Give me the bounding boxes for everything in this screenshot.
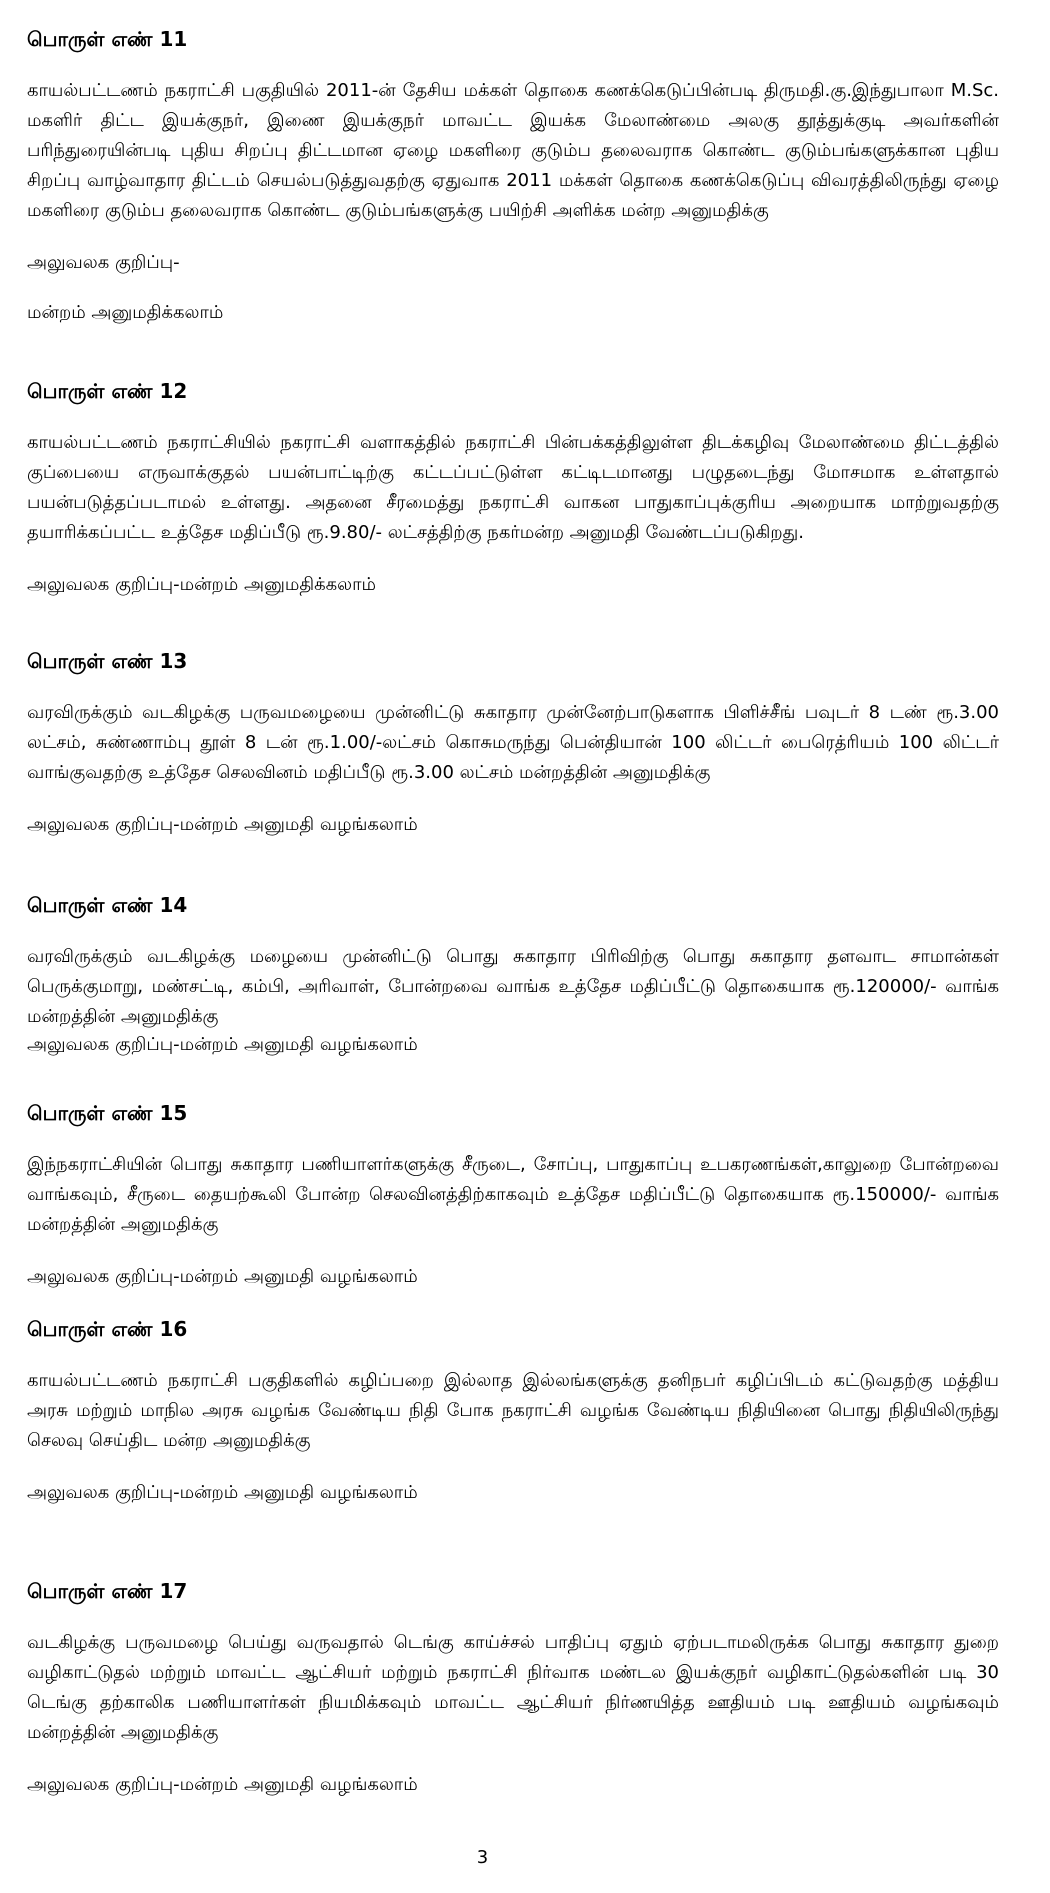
item-heading: பொருள் எண் 16 <box>27 1317 188 1341</box>
item-heading: பொருள் எண் 14 <box>27 893 188 917</box>
item-body: இந்நகராட்சியின் பொது சுகாதார பணியாளர்களுக்கு சீருடை, சோப்பு, பாதுகாப்பு உபகரணங்கள்,காலுறை போன்றவை வாங்கவும், சீருடை தையற்கூலி போன்ற செலவினத்திற்காகவும் உத்தேச மதிப்பீட்டு தொகையாக ரூ.150000/- வாங்க மன்றத்தின் அனுமதிக்கு <box>27 1154 999 1235</box>
agenda-item-17 <box>27 1578 999 1798</box>
agenda-item-13 <box>27 648 999 838</box>
agenda-item-15 <box>27 1100 999 1290</box>
office-note: அலுவலக குறிப்பு-மன்றம் அனுமதி வழங்கலாம் <box>27 814 418 835</box>
agenda-item-16 <box>27 1316 999 1506</box>
office-note-decision: மன்றம் அனுமதிக்கலாம் <box>27 302 224 323</box>
agenda-item-14 <box>27 892 999 1058</box>
agenda-item-11 <box>27 26 999 326</box>
item-body: வடகிழக்கு பருவமழை பெய்து வருவதால் டெங்கு காய்ச்சல் பாதிப்பு ஏதும் ஏற்படாமலிருக்க பொது சுகாதார துறை வழிகாட்டுதல் மற்றும் மாவட்ட ஆட்சியர் மற்றும் நகராட்சி நிர்வாக மண்டல இயக்குநர் வழிகாட்டுதல்களின் படி 30 டெங்கு தற்காலிக பணியாளர்கள் நியமிக்கவும் மாவட்ட ஆட்சியர் நிர்ணயித்த ஊதியம் படி ஊதியம் வழங்கவும் மன்றத்தின் அனுமதிக்கு <box>27 1632 999 1743</box>
page-number: 3 <box>476 1847 489 1868</box>
item-body: காயல்பட்டணம் நகராட்சியில் நகராட்சி வளாகத்தில் நகராட்சி பின்பக்கத்திலுள்ள திடக்கழிவு மேலாண்மை திட்டத்தில் குப்பையை எருவாக்குதல் பயன்பாட்டிற்கு கட்டப்பட்டுள்ள கட்டிடமானது பழுதடைந்து மோசமாக உள்ளதால் பயன்படுத்தப்படாமல் உள்ளது. அதனை சீரமைத்து நகராட்சி வாகன பாதுகாப்புக்குரிய அறையாக மாற்றுவதற்கு தயாரிக்கப்பட்ட உத்தேச மதிப்பீடு ரூ.9.80/- லட்சத்திற்கு நகர்மன்ற அனுமதி வேண்டப்படுகிறது. <box>27 432 999 543</box>
item-heading: பொருள் எண் 15 <box>27 1101 188 1125</box>
office-note: அலுவலக குறிப்பு-மன்றம் அனுமதி வழங்கலாம் <box>27 1266 418 1287</box>
item-body: காயல்பட்டணம் நகராட்சி பகுதிகளில் கழிப்பறை இல்லாத இல்லங்களுக்கு தனிநபர் கழிப்பிடம் கட்டுவதற்கு மத்திய அரசு மற்றும் மாநில அரசு வழங்க வேண்டிய நிதி போக நகராட்சி வழங்க வேண்டிய நிதியினை பொது நிதியிலிருந்து செலவு செய்திட மன்ற அனுமதிக்கு <box>27 1370 999 1451</box>
item-body: காயல்பட்டணம் நகராட்சி பகுதியில் 2011-ன் தேசிய மக்கள் தொகை கணக்கெடுப்பின்படி திருமதி.கு.இந்துபாலா M.Sc. மகளிர் திட்ட இயக்குநர், இணை இயக்குநர் மாவட்ட இயக்க மேலாண்மை அலகு தூத்துக்குடி அவர்களின் பரிந்துரையின்படி புதிய சிறப்பு திட்டமான ஏழை மகளிரை குடும்ப தலைவராக கொண்ட குடும்பங்களுக்கான புதிய சிறப்பு வாழ்வாதார திட்டம் செயல்படுத்துவதற்கு ஏதுவாக 2011 மக்கள் தொகை கணக்கெடுப்பு விவரத்திலிருந்து ஏழை மகளிரை குடும்ப தலைவராக கொண்ட குடும்பங்களுக்கு பயிற்சி அளிக்க மன்ற அனுமதிக்கு <box>27 80 999 221</box>
item-body: வரவிருக்கும் வடகிழக்கு மழையை முன்னிட்டு பொது சுகாதார பிரிவிற்கு பொது சுகாதார தளவாட சாமான்கள் பெருக்குமாறு, மண்சட்டி, கம்பி, அரிவாள், போன்றவை வாங்க உத்தேச மதிப்பீட்டு தொகையாக ரூ.120000/- வாங்க மன்றத்தின் அனுமதிக்கு <box>27 946 1000 1027</box>
office-note: அலுவலக குறிப்பு-மன்றம் அனுமதிக்கலாம் <box>27 574 376 595</box>
item-heading: பொருள் எண் 13 <box>27 649 188 673</box>
item-heading: பொருள் எண் 17 <box>27 1579 188 1603</box>
office-note: அலுவலக குறிப்பு-மன்றம் அனுமதி வழங்கலாம் <box>27 1774 418 1795</box>
office-note: அலுவலக குறிப்பு- <box>27 252 180 273</box>
office-note: அலுவலக குறிப்பு-மன்றம் அனுமதி வழங்கலாம் <box>27 1034 418 1055</box>
agenda-item-12 <box>27 378 999 598</box>
item-heading: பொருள் எண் 11 <box>27 27 188 51</box>
item-heading: பொருள் எண் 12 <box>27 379 188 403</box>
office-note: அலுவலக குறிப்பு-மன்றம் அனுமதி வழங்கலாம் <box>27 1482 418 1503</box>
item-body: வரவிருக்கும் வடகிழக்கு பருவமழையை முன்னிட்டு சுகாதார முன்னேற்பாடுகளாக பிளிச்சீங் பவுடர் 8 டண் ரூ.3.00 லட்சம், சுண்ணாம்பு தூள் 8 டன் ரூ.1.00/-லட்சம் கொசுமருந்து பென்தியான் 100 லிட்டர் பைரெத்ரியம் 100 லிட்டர் வாங்குவதற்கு உத்தேச செலவினம் மதிப்பீடு ரூ.3.00 லட்சம் மன்றத்தின் அனுமதிக்கு <box>27 702 999 783</box>
